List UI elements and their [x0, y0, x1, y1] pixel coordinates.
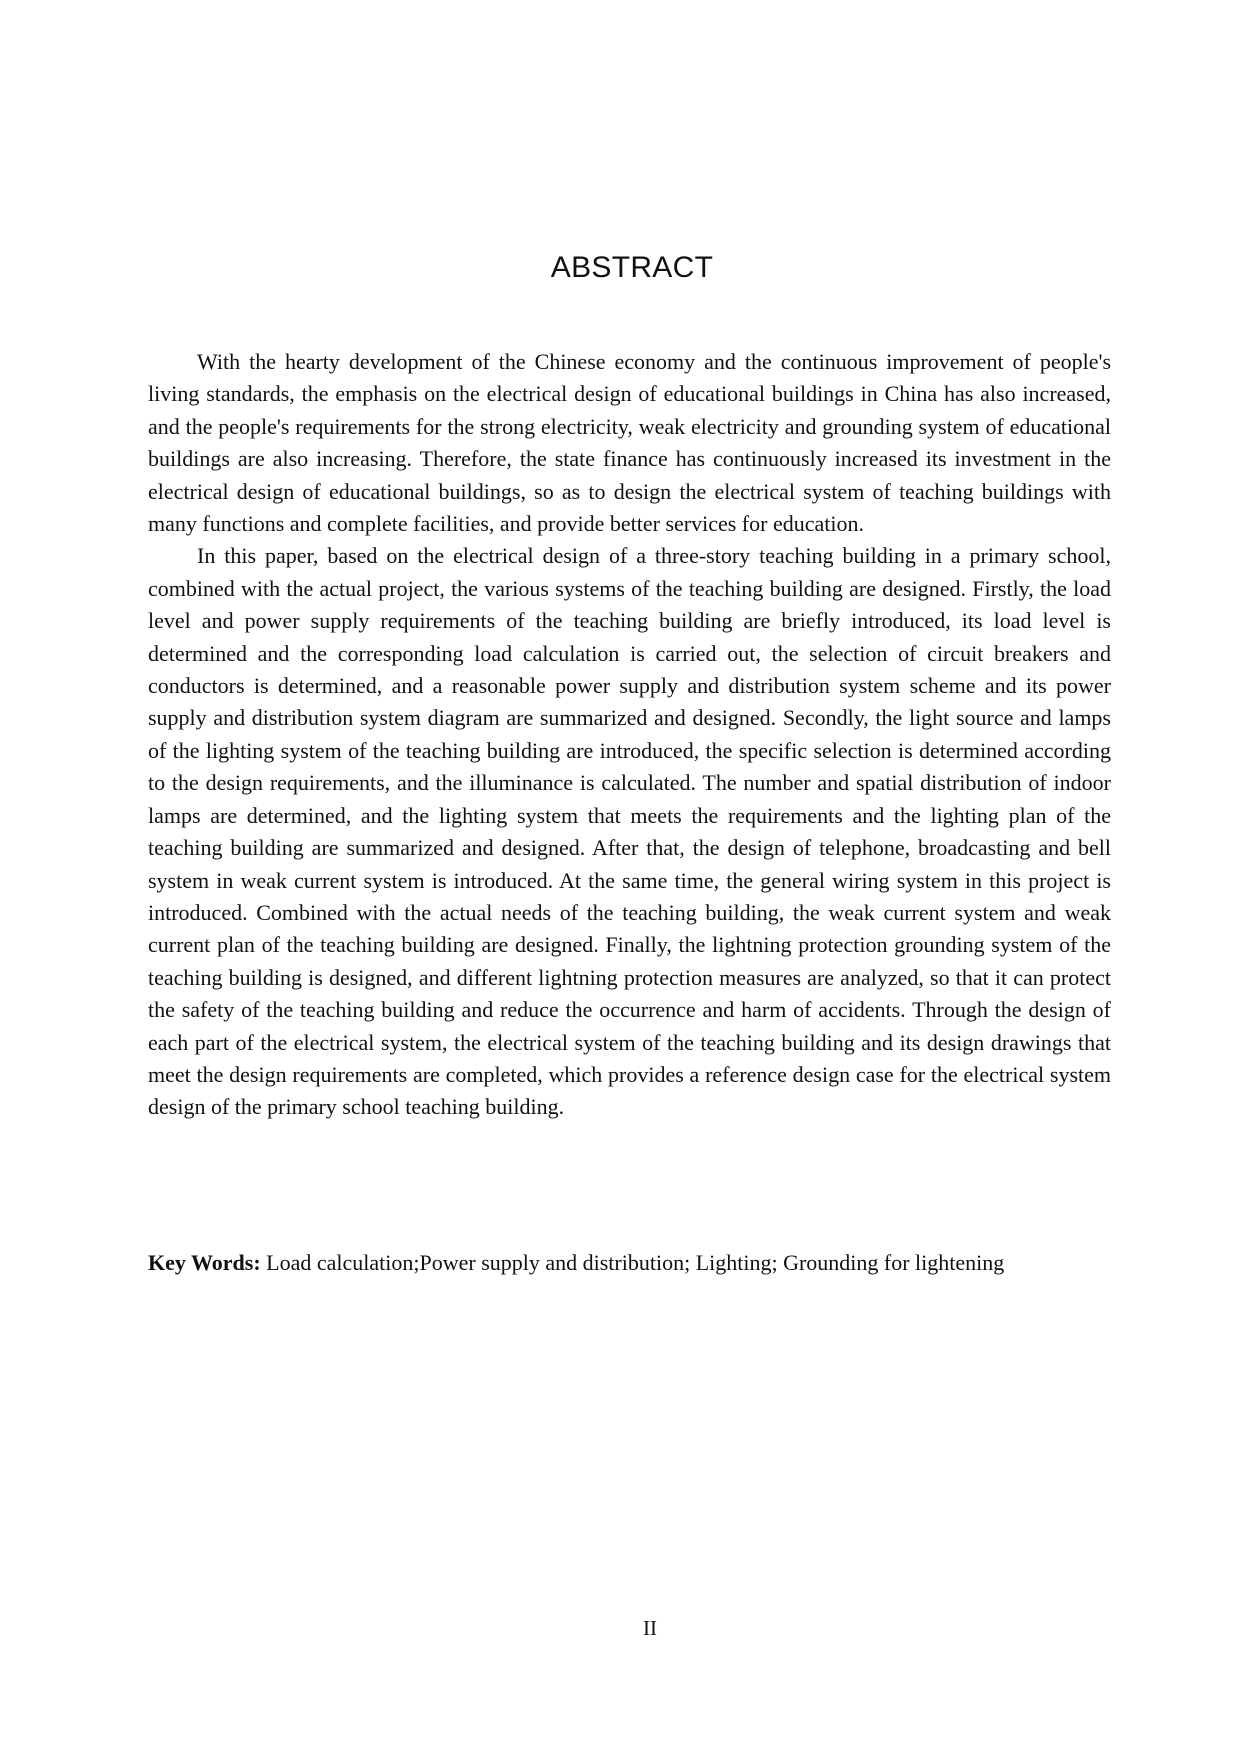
abstract-paragraph-1: With the hearty development of the Chinese economy and the continuous improvement of people's living standards, the emphasis on the electrical design of educational buildings in China has also increased, and the people's requirements for the strong electricity, weak electricity and grounding system of educational buildings are also increasing. Therefore, the state finance has continuously increased its investment in the electrical design of educational buildings, so as to design the electrical system of teaching buildings with many functions and complete facilities, and provide better services for education.	[148, 349, 1111, 537]
keywords-text: Load calculation;Power supply and distribution; Lighting; Grounding for lightening	[260, 1250, 1005, 1275]
keywords-line	[148, 1247, 1128, 1279]
abstract-title: ABSTRACT	[550, 251, 714, 284]
page-number: II	[643, 1616, 657, 1640]
abstract-paragraph-2: In this paper, based on the electrical design of a three-story teaching building in a primary school, combined with the actual project, the various systems of the teaching building are designed. Firstly, the load level and power supply requirements of the teaching building are briefly introduced, its load level is determined and the corresponding load calculation is carried out, the selection of circuit breakers and conductors is determined, and a reasonable power supply and distribution system scheme and its power supply and distribution system diagram are summarized and designed. Secondly, the light source and lamps of the lighting system of the teaching building are introduced, the specific selection is determined according to the design requirements, and the illuminance is calculated. The number and spatial distribution of indoor lamps are determined, and the lighting system that meets the requirements and the lighting plan of the teaching building are summarized and designed. After that, the design of telephone, broadcasting and bell system in weak current system is introduced. At the same time, the general wiring system in this project is introduced. Combined with the actual needs of the teaching building, the weak current system and weak current plan of the teaching building are designed. Finally, the lightning protection grounding system of the teaching building is designed, and different lightning protection measures are analyzed, so that it can protect the safety of the teaching building and reduce the occurrence and harm of accidents. Through the design of each part of the electrical system, the electrical system of the teaching building and its design drawings that meet the design requirements are completed, which provides a reference design case for the electrical system design of the primary school teaching building.	[148, 543, 1111, 1120]
keywords-label: Key Words:	[148, 1250, 261, 1275]
abstract-body	[148, 346, 1111, 1124]
